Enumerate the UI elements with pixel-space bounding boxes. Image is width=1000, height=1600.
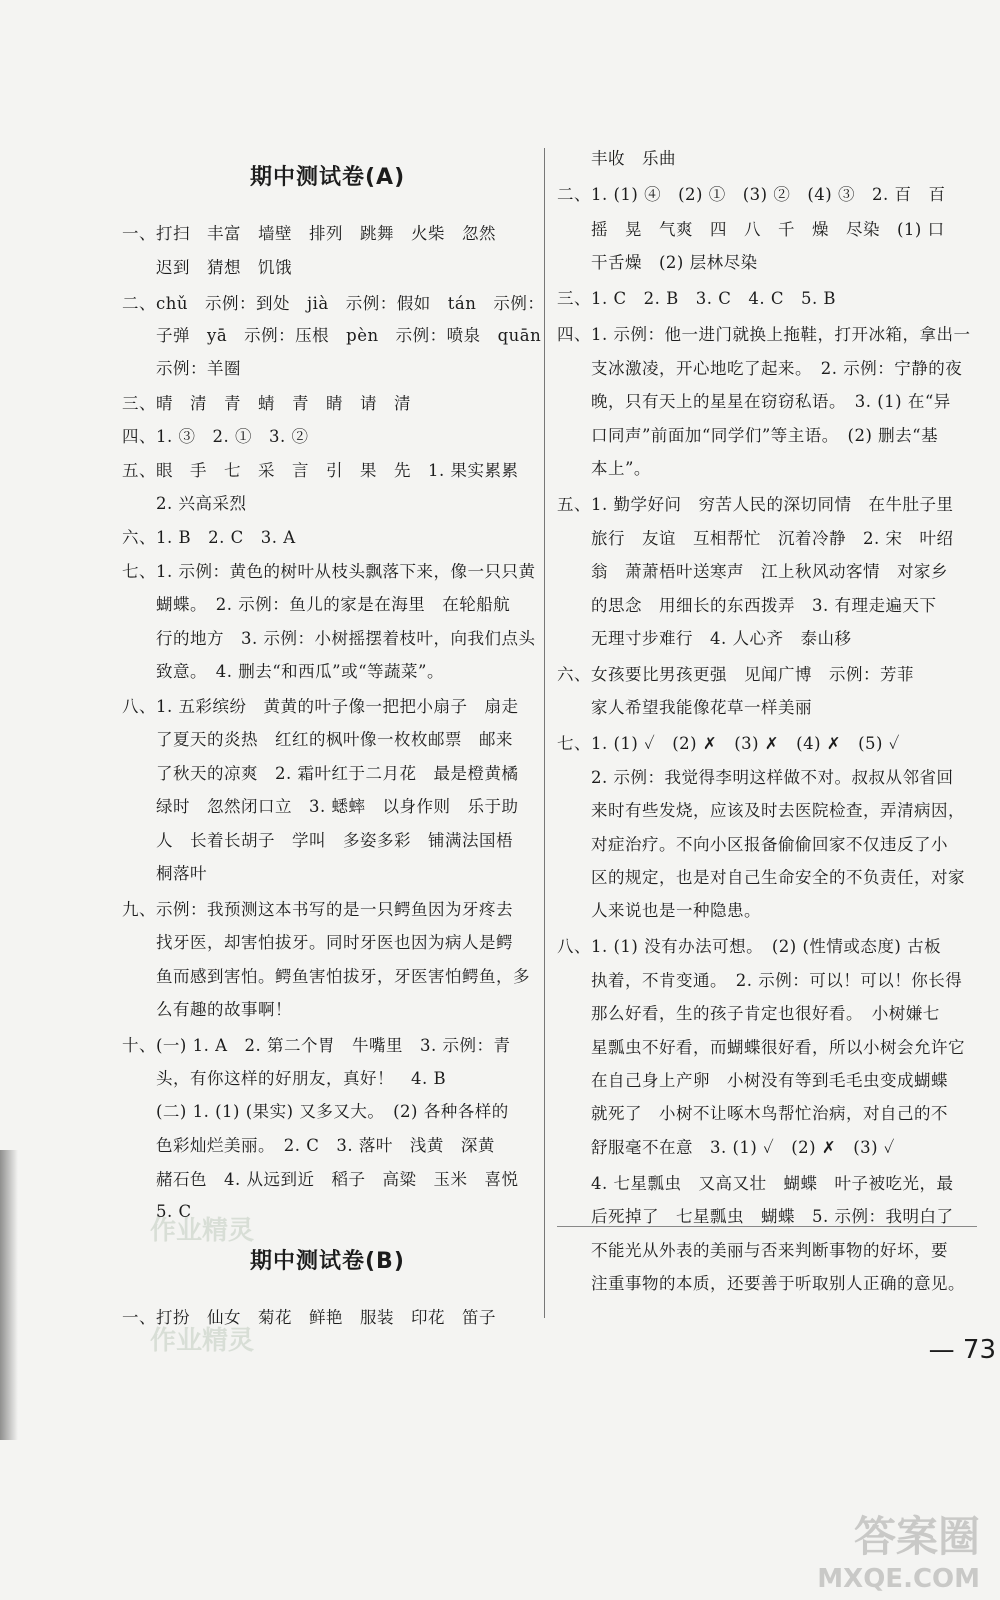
answer-line: 注重事物的本质，还要善于听取别人正确的意见。 (557, 1274, 965, 1293)
answer-line: 五、眼 手 七 采 言 引 果 先 1. 果实累累 (122, 461, 519, 480)
answer-line: 不能光从外表的美丽与否来判断事物的好坏，要 (557, 1241, 948, 1260)
answer-line: 的思念 用细长的东西拨弄 3. 有理走遍天下 (557, 596, 937, 615)
watermark: 作业精灵 (150, 1216, 255, 1246)
answer-line: 在自己身上产卵 小树没有等到毛毛虫变成蝴蝶 (557, 1071, 948, 1090)
answer-line: 致意。 4. 删去“和西瓜”或“等蔬菜”。 (122, 662, 444, 681)
answer-line: 本上”。 (557, 459, 651, 478)
answer-line: 对症治疗。不向小区报备偷偷回家不仅违反了小 (557, 835, 948, 854)
page-number: — 73 (928, 1335, 996, 1365)
answer-line: 八、1. (1) 没有办法可想。 (2) (性情或态度) 古板 (557, 937, 942, 956)
answer-line: 家人希望我能像花草一样美丽 (557, 698, 812, 717)
answer-line: 干舌燥 (2) 层林尽染 (557, 253, 758, 272)
answer-line: 七、1. (1) ✓ (2) ✗ (3) ✗ (4) ✗ (5) ✓ (557, 734, 900, 753)
answer-line: 赭石色 4. 从远到近 稻子 高粱 玉米 喜悦 (122, 1170, 519, 1189)
answer-line: 星瓢虫不好看，而蝴蝶很好看，所以小树会允许它 (557, 1038, 965, 1057)
answer-line: 晚，只有天上的星星在窃窃私语。 3. (1) 在“异 (557, 392, 951, 411)
answer-line: 口同声”前面加“同学们”等主语。 (2) 删去“基 (557, 426, 939, 445)
answer-line: 蝴蝶。 2. 示例：鱼儿的家是在海里 在轮船航 (122, 595, 511, 614)
answer-line: 无理寸步难行 4. 人心齐 泰山移 (557, 629, 852, 648)
answer-line: 2. 示例：我觉得李明这样做不对。叔叔从邻省回 (557, 768, 954, 787)
answer-line: 桐落叶 (122, 864, 207, 883)
answer-line: 十、(一) 1. A 2. 第二个胃 牛嘴里 3. 示例：青 (122, 1036, 511, 1055)
watermark: 作业精灵 (150, 1326, 255, 1356)
answer-line: 四、1. ③ 2. ① 3. ② (122, 427, 309, 446)
section-title-b: 期中测试卷(B) (250, 1249, 405, 1274)
answer-line: (二) 1. (1) (果实) 又多又大。 (2) 各种各样的 (122, 1102, 509, 1121)
answer-line: 人 长着长胡子 学叫 多姿多彩 铺满法国梧 (122, 831, 513, 850)
answer-line: 二、chǔ 示例：到处 jià 示例：假如 tán 示例： (122, 294, 545, 313)
answer-line: 六、女孩要比男孩更强 见闻广博 示例：芳菲 (557, 665, 914, 684)
answer-line: 六、1. B 2. C 3. A (122, 528, 296, 547)
column-divider (544, 148, 545, 1318)
answer-line: 子弹 yā 示例：压根 pèn 示例：喷泉 quān (122, 326, 542, 345)
answer-line: 迟到 猜想 饥饿 (122, 258, 292, 277)
answer-line: 一、打扫 丰富 墙壁 排列 跳舞 火柴 忽然 (122, 224, 496, 243)
answer-line: 翁 萧萧梧叶送寒声 江上秋风动客情 对家乡 (557, 562, 948, 581)
answer-line: 示例：羊圈 (122, 359, 241, 378)
answer-line: 绿时 忽然闭口立 3. 蟋蟀 以身作则 乐于助 (122, 797, 519, 816)
site-logo: 答案圈 (853, 1512, 980, 1561)
answer-line: 八、1. 五彩缤纷 黄黄的叶子像一把把小扇子 扇走 (122, 697, 519, 716)
answer-line: 三、晴 清 青 蜻 青 睛 请 清 (122, 394, 411, 413)
answer-line: 人来说也是一种隐患。 (557, 901, 761, 920)
site-url: MXQE.COM (817, 1564, 980, 1594)
answer-line: 头，有你这样的好朋友，真好！ 4. B (122, 1069, 447, 1088)
scan-edge-shadow (0, 1150, 18, 1440)
answer-line: 色彩灿烂美丽。 2. C 3. 落叶 浅黄 深黄 (122, 1136, 495, 1155)
answer-line: 后死掉了 七星瓢虫 蝴蝶 5. 示例：我明白了 (557, 1207, 954, 1226)
answer-line: 么有趣的故事啊！ (122, 1000, 292, 1019)
answer-line: 执着，不肯变通。 2. 示例：可以！可以！你长得 (557, 971, 963, 990)
answer-line: 鱼而感到害怕。鳄鱼害怕拔牙，牙医害怕鳄鱼，多 (122, 967, 530, 986)
answer-line: 七、1. 示例：黄色的树叶从枝头飘落下来，像一只只黄 (122, 562, 536, 581)
section-title-a: 期中测试卷(A) (250, 165, 406, 190)
answer-line: 摇 晃 气爽 四 八 千 燥 尽染 (1) 口 (557, 220, 945, 239)
answer-line: 了夏天的炎热 红红的枫叶像一枚枚邮票 邮来 (122, 730, 513, 749)
answer-line: 4. 七星瓢虫 又高又壮 蝴蝶 叶子被吃光，最 (557, 1174, 954, 1193)
answer-line: 来时有些发烧，应该及时去医院检查，弄清病因， (557, 801, 965, 820)
answer-line: 一、打扮 仙女 菊花 鲜艳 服装 印花 笛子 (122, 1308, 496, 1327)
answer-line: 5. C (122, 1202, 192, 1221)
answer-line: 找牙医，却害怕拔牙。同时牙医也因为病人是鳄 (122, 933, 513, 952)
answer-line: 九、示例：我预测这本书写的是一只鳄鱼因为牙疼去 (122, 900, 513, 919)
answer-line: 行的地方 3. 示例：小树摇摆着枝叶，向我们点头 (122, 629, 536, 648)
answer-line: 舒服毫不在意 3. (1) ✓ (2) ✗ (3) ✓ (557, 1138, 895, 1157)
answer-line: 五、1. 勤学好问 穷苦人民的深切同情 在牛肚子里 (557, 495, 954, 514)
answer-line: 丰收 乐曲 (557, 149, 676, 168)
answer-line: 就死了 小树不让啄木鸟帮忙治病，对自己的不 (557, 1104, 948, 1123)
answer-line: 那么好看，生的孩子肯定也很好看。 小树嫌七 (557, 1004, 940, 1023)
answer-line: 二、1. (1) ④ (2) ① (3) ② (4) ③ 2. 百 百 (557, 185, 946, 204)
answer-line: 支冰激凌，开心地吃了起来。 2. 示例：宁静的夜 (557, 359, 963, 378)
answer-line: 区的规定，也是对自己生命安全的不负责任，对家 (557, 868, 965, 887)
answer-line: 了秋天的凉爽 2. 霜叶红于二月花 最是橙黄橘 (122, 764, 519, 783)
answer-line: 2. 兴高采烈 (122, 494, 247, 513)
answer-line: 旅行 友谊 互相帮忙 沉着冷静 2. 宋 叶绍 (557, 529, 954, 548)
answer-line: 三、1. C 2. B 3. C 4. C 5. B (557, 289, 837, 308)
answer-line: 四、1. 示例：他一进门就换上拖鞋，打开冰箱，拿出一 (557, 325, 971, 344)
